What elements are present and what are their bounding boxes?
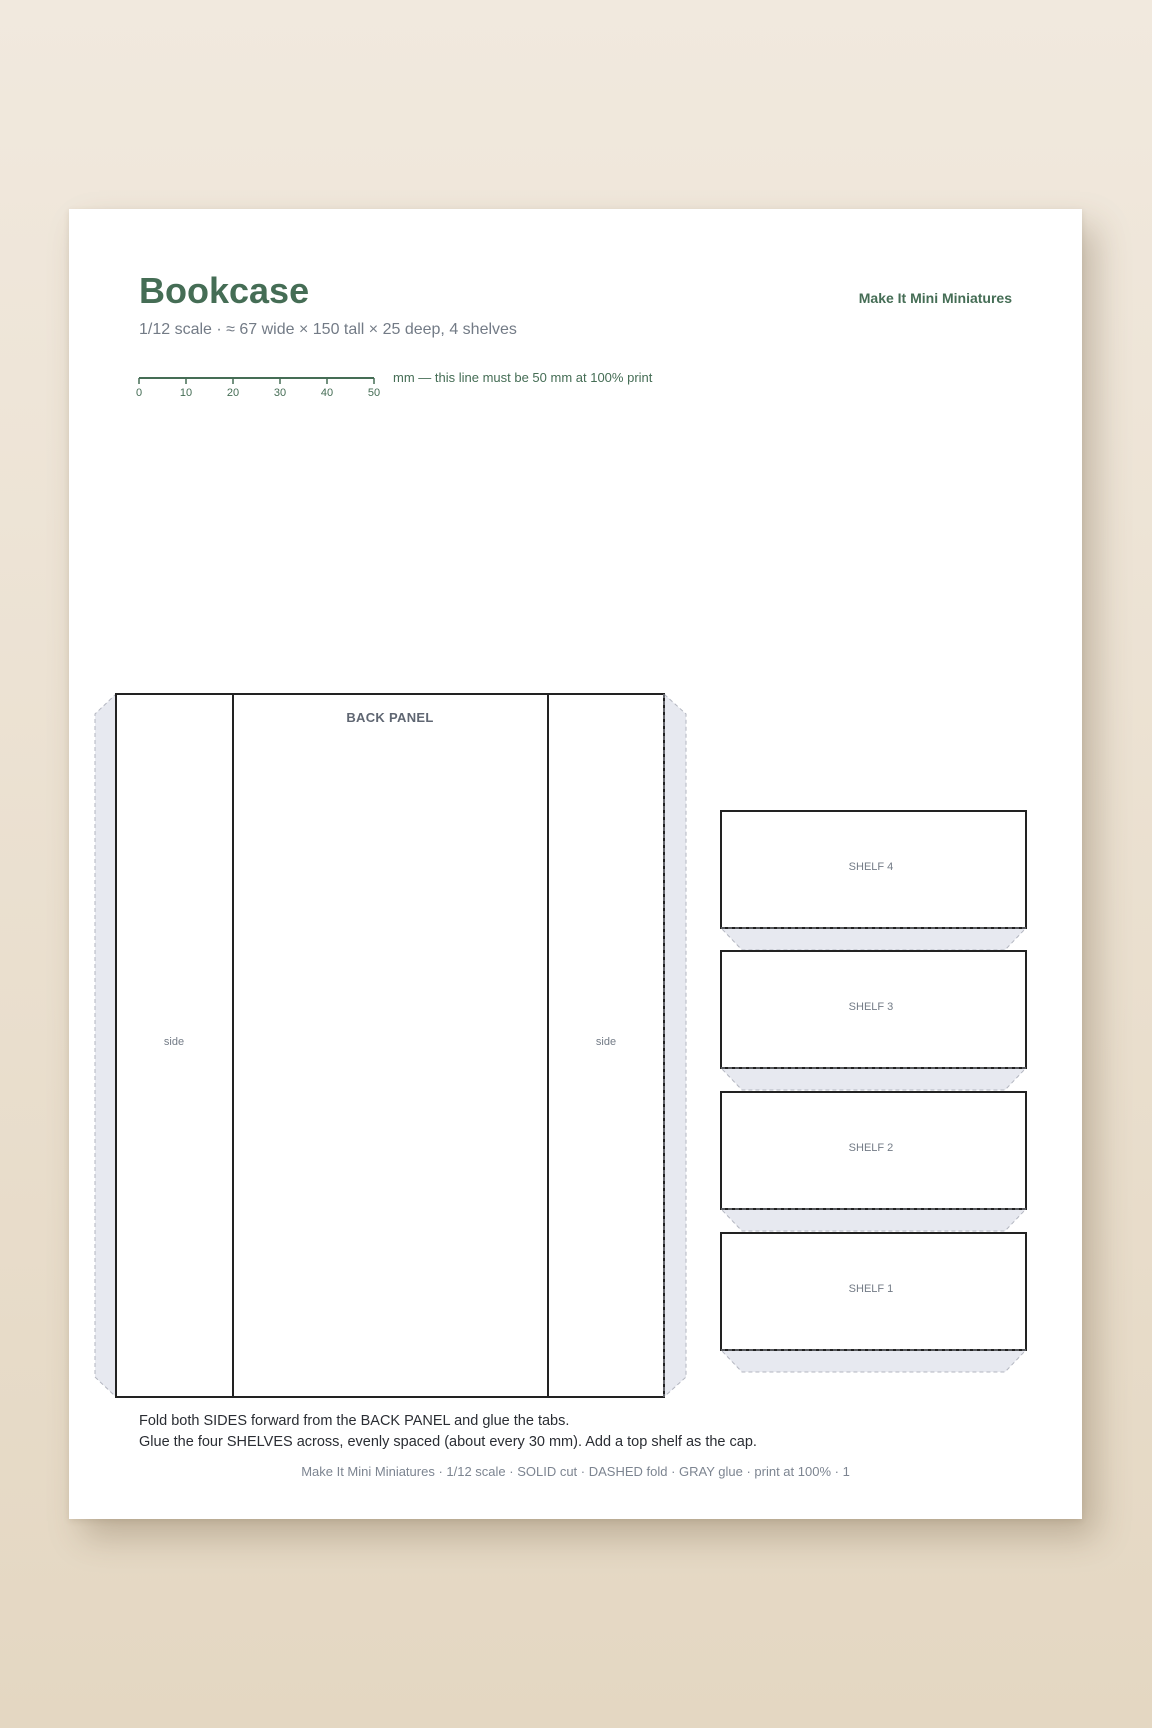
back-panel-label: BACK PANEL — [346, 710, 434, 725]
scale-tick-label: 0 — [135, 387, 143, 399]
side-right-label: side — [595, 1036, 617, 1048]
assembly-instructions — [139, 1411, 757, 1453]
scale-tick-label: 30 — [273, 387, 287, 399]
instruction-line: Fold both SIDES forward from the BACK PANEL and glue the tabs. — [139, 1413, 570, 1429]
scale-tick-label: 10 — [179, 387, 193, 399]
instruction-line: Glue the four SHELVES across, evenly spaced (about every 30 mm). Add a top shelf as the cap. — [139, 1434, 757, 1450]
shelf-4-label: SHELF 4 — [848, 861, 894, 873]
scale-note: mm — this line must be 50 mm at 100% print — [393, 370, 653, 385]
glue-tab-shelf-1 — [721, 1350, 1026, 1372]
shelf-3-label: SHELF 3 — [848, 1001, 894, 1013]
side-left-label: side — [163, 1036, 185, 1048]
glue-tab-shelf-4 — [721, 928, 1026, 950]
brand-name: Make It Mini Miniatures — [858, 290, 1012, 306]
glue-tab-shelf-2 — [721, 1209, 1026, 1231]
glue-tab-right — [664, 694, 686, 1397]
shelf-1-label: SHELF 1 — [848, 1283, 894, 1295]
page-title: Bookcase — [139, 270, 310, 311]
scale-tick-label: 50 — [367, 387, 381, 399]
page-subtitle: 1/12 scale · ≈ 67 wide × 150 tall × 25 deep, 4 shelves — [139, 321, 517, 338]
page-footer: Make It Mini Miniatures · 1/12 scale · SOLID cut · DASHED fold · GRAY glue · print at 100% · 1 — [301, 1464, 850, 1479]
glue-tab-left — [95, 694, 116, 1397]
glue-tab-shelf-3 — [721, 1068, 1026, 1090]
shelf-2-label: SHELF 2 — [848, 1142, 894, 1154]
back-panel-piece — [233, 694, 548, 1397]
scale-tick-label: 40 — [320, 387, 334, 399]
scale-tick-label: 20 — [226, 387, 240, 399]
